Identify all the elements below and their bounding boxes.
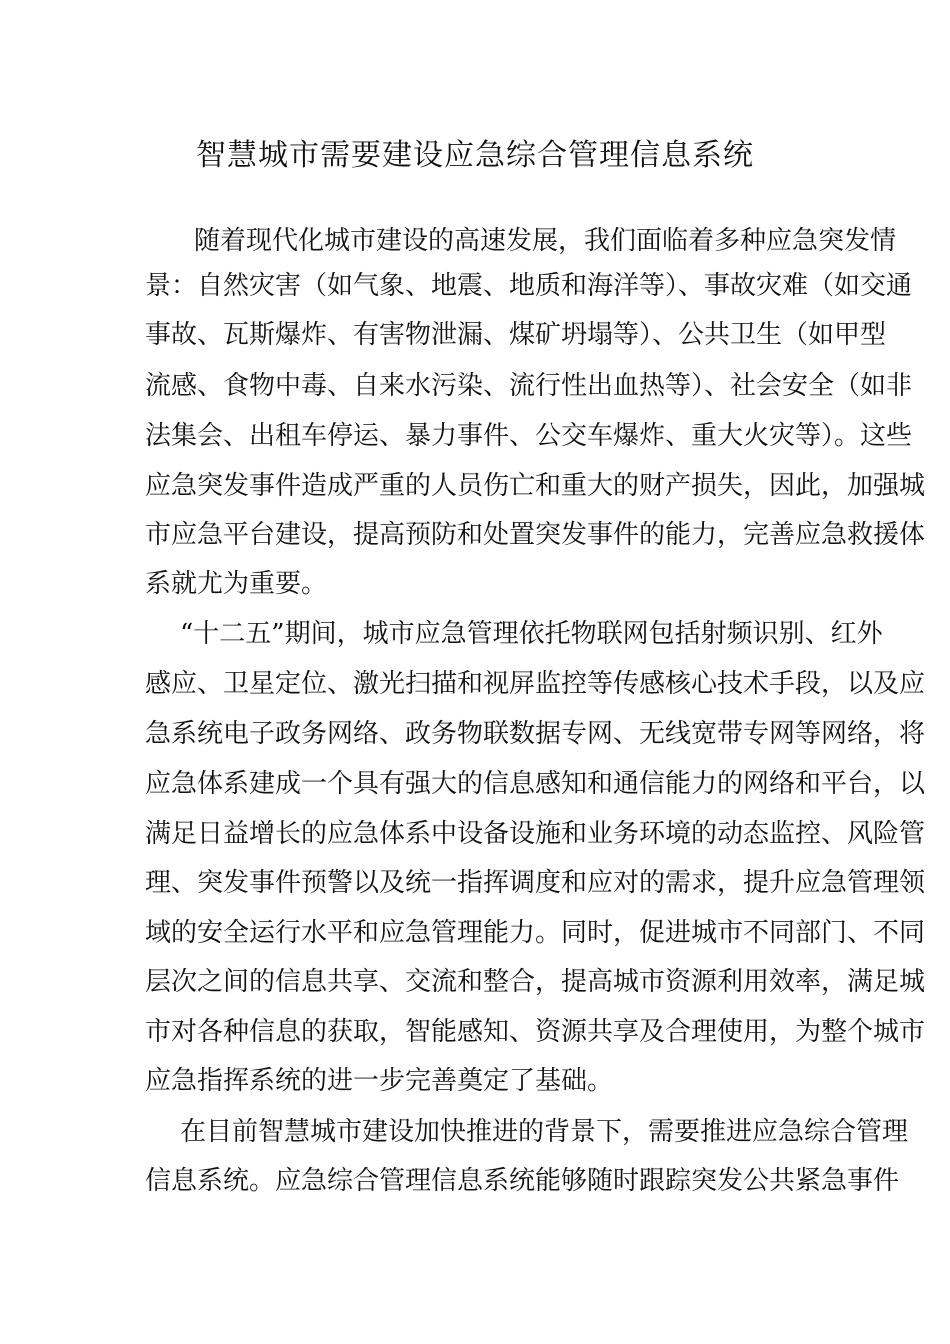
paragraph-2-line-1: “十二五”期间，城市应急管理依托物联网包括射频识别、红外 — [180, 619, 883, 649]
paragraph-1-line-7: 市应急平台建设，提高预防和处置突发事件的能力，完善应急救援体 — [145, 520, 926, 550]
paragraph-2-line-7: 域的安全运行水平和应急管理能力。同时，促进城市不同部门、不同 — [145, 918, 926, 948]
paragraph-3-line-1: 在目前智慧城市建设加快推进的背景下，需要推进应急综合管理 — [180, 1117, 909, 1147]
paragraph-2-line-9: 市对各种信息的获取，智能感知、资源共享及合理使用，为整个城市 — [145, 1017, 926, 1047]
paragraph-1-line-3: 事故、瓦斯爆炸、有害物泄漏、煤矿坍塌等）、公共卫生（如甲型 — [145, 320, 887, 350]
paragraph-1-line-2: 景：自然灾害（如气象、地震、地质和海洋等）、事故灾难（如交通 — [145, 271, 913, 301]
paragraph-3-line-2: 信息系统。应急综合管理信息系统能够随时跟踪突发公共紧急事件 — [145, 1166, 900, 1196]
paragraph-1-line-4: 流感、食物中毒、自来水污染、流行性出血热等）、社会安全（如非 — [145, 371, 913, 401]
paragraph-2-line-2: 感应、卫星定位、激光扫描和视屏监控等传感核心技术手段，以及应 — [145, 669, 926, 699]
paragraph-1-line-8: 系就尤为重要。 — [145, 569, 328, 599]
paragraph-2-line-3: 急系统电子政务网络、政务物联数据专网、无线宽带专网等网络，将 — [145, 719, 926, 749]
paragraph-2-line-6: 理、突发事件预警以及统一指挥调度和应对的需求，提升应急管理领 — [145, 868, 926, 898]
document-title: 智慧城市需要建设应急综合管理信息系统 — [196, 138, 754, 173]
paragraph-1-line-6: 应急突发事件造成严重的人员伤亡和重大的财产损失，因此，加强城 — [145, 471, 926, 501]
paragraph-2-line-5: 满足日益增长的应急体系中设备设施和业务环境的动态监控、风险管 — [145, 819, 926, 849]
paragraph-2-line-4: 应急体系建成一个具有强大的信息感知和通信能力的网络和平台，以 — [145, 769, 926, 799]
paragraph-2-line-8: 层次之间的信息共享、交流和整合，提高城市资源利用效率，满足城 — [145, 967, 926, 997]
paragraph-1-line-5: 法集会、出租车停运、暴力事件、公交车爆炸、重大火灾等）。这些 — [145, 421, 913, 451]
paragraph-2-line-10: 应急指挥系统的进一步完善奠定了基础。 — [145, 1066, 614, 1096]
paragraph-1-line-1: 随着现代化城市建设的高速发展，我们面临着多种应急突发情 — [194, 226, 897, 256]
